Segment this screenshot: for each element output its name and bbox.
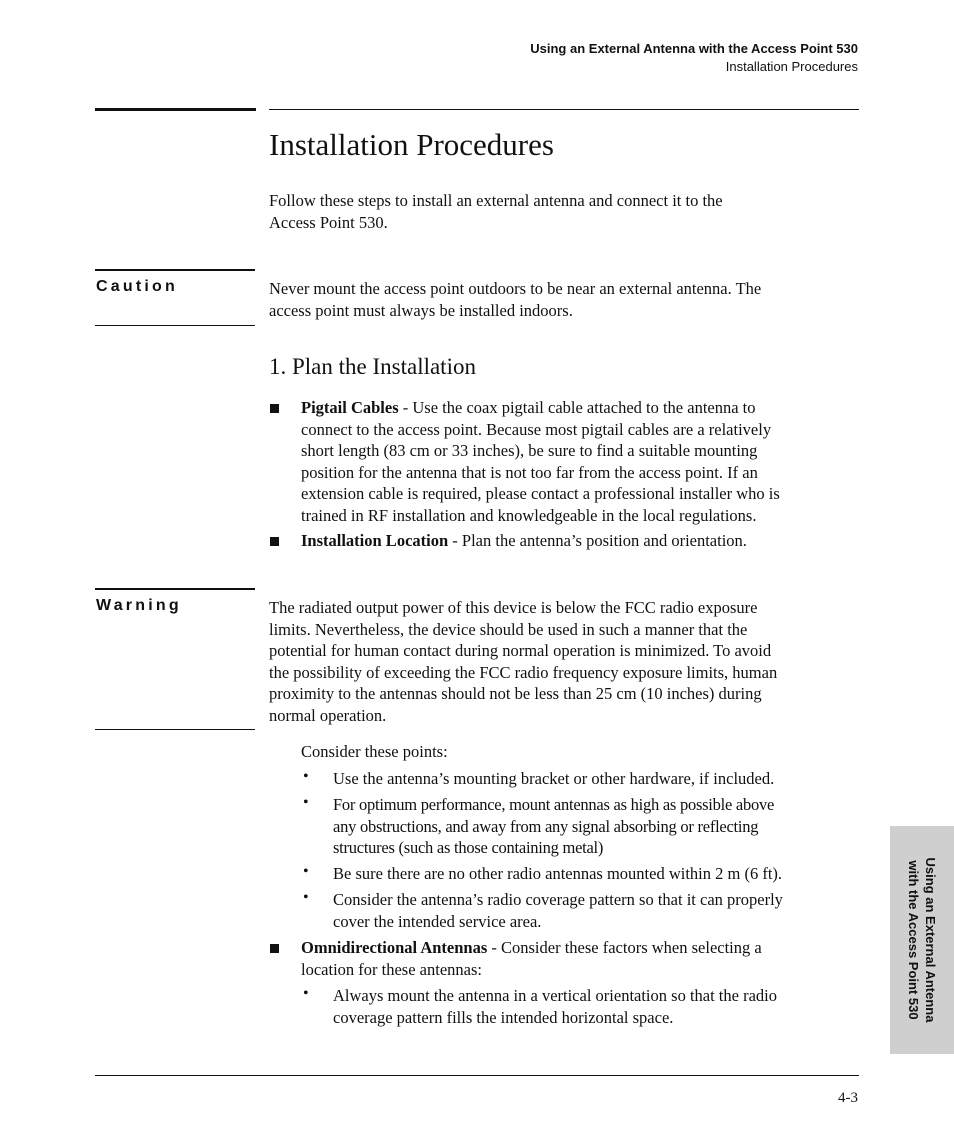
warning-line: limits. Nevertheless, the device should be used in such a manner that the (269, 619, 748, 639)
intro-line: Follow these steps to install an external antenna and connect it to the (269, 191, 723, 210)
running-header-title: Using an External Antenna with the Access Point 530 (530, 41, 858, 56)
consider-point (333, 768, 774, 790)
warning-line: normal operation. (269, 705, 387, 725)
intro-line: Access Point 530. (269, 212, 388, 232)
omnidirectional-line: location for these antennas: (301, 959, 482, 979)
pigtail-line: position for the antenna that is not too far from the access point. If an (301, 462, 758, 482)
square-bullet-icon (270, 404, 279, 413)
caution-line: access point must always be installed indoors. (269, 300, 573, 320)
warning-line: The radiated output power of this device is below the FCC radio exposure (269, 598, 758, 617)
consider-line: For optimum performance, mount antennas as high as possible above (333, 795, 775, 814)
consider-line: cover the intended service area. (333, 911, 542, 931)
omnidirectional-antennas-term: Omnidirectional Antennas (301, 938, 488, 957)
chapter-tab-line: with the Access Point 530 (906, 860, 921, 1020)
bullet-icon: • (303, 794, 309, 811)
caution-line: Never mount the access point outdoors to be near an external antenna. The (269, 279, 762, 298)
installation-location-text: - Plan the antenna’s position and orientation. (448, 531, 747, 550)
margin-rule-top (95, 108, 256, 111)
square-bullet-icon (270, 944, 279, 953)
caution-rule-top (95, 269, 255, 271)
consider-point (333, 794, 774, 859)
warning-label: Warning (96, 597, 182, 614)
caution-label: Caution (96, 278, 178, 295)
footer-rule (95, 1075, 859, 1076)
pigtail-line: connect to the access point. Because most pigtail cables are a relatively (301, 419, 772, 439)
consider-line: Use the antenna’s mounting bracket or other hardware, if included. (333, 769, 775, 788)
omnidirectional-first-line: - Consider these factors when selecting a (487, 938, 762, 957)
consider-intro: Consider these points: (301, 742, 448, 761)
consider-line: any obstructions, and away from any signal absorbing or reflecting (333, 816, 759, 836)
chapter-side-tab (890, 826, 954, 1054)
bullet-icon: • (303, 863, 309, 880)
installation-location-item (301, 530, 747, 552)
caution-text (269, 278, 761, 321)
warning-rule-bottom (95, 729, 255, 730)
page-number: 4-3 (838, 1090, 858, 1106)
consider-point (333, 863, 782, 885)
warning-line: proximity to the antennas should not be less than 25 cm (10 inches) during (269, 684, 762, 703)
pigtail-cables-term: Pigtail Cables (301, 398, 399, 417)
consider-point (333, 889, 783, 932)
installation-location-term: Installation Location (301, 531, 449, 550)
bullet-icon: • (303, 768, 309, 785)
bullet-icon: • (303, 889, 309, 906)
page-title: Installation Procedures (269, 127, 554, 162)
consider-line: Be sure there are no other radio antennas mounted within 2 m (6 ft). (333, 864, 783, 883)
caution-rule-bottom (95, 325, 255, 326)
consider-line: structures (such as those containing metal) (333, 838, 604, 857)
omnidirectional-antennas-item (301, 937, 762, 980)
body-rule-top (269, 109, 859, 110)
bullet-icon: • (303, 985, 309, 1002)
warning-line: potential for human contact during normal operation is minimized. To avoid (269, 641, 772, 660)
warning-line: the possibility of exceeding the FCC radio frequency exposure limits, human (269, 662, 778, 682)
warning-text (269, 597, 777, 726)
chapter-tab-line: Using an External Antenna (923, 857, 938, 1023)
intro-paragraph (269, 190, 723, 233)
pigtail-line: extension cable is required, please contact a professional installer who is (301, 484, 780, 503)
consider-line: Consider the antenna’s radio coverage pattern so that it can properly (333, 890, 783, 909)
square-bullet-icon (270, 537, 279, 546)
omni-line: Always mount the antenna in a vertical orientation so that the radio (333, 986, 777, 1005)
pigtail-cables-item (301, 397, 780, 526)
running-header-subtitle: Installation Procedures (725, 59, 858, 74)
pigtail-line: trained in RF installation and knowledgeable in the local regulations. (301, 505, 757, 525)
pigtail-cables-first-line: - Use the coax pigtail cable attached to the antenna to (398, 398, 756, 417)
omni-point (333, 985, 777, 1028)
omni-line: coverage pattern fills the intended horizontal space. (333, 1007, 674, 1027)
section-heading: 1. Plan the Installation (269, 354, 476, 379)
chapter-side-tab-text (905, 840, 939, 1040)
pigtail-line: short length (83 cm or 33 inches), be sure to find a suitable mounting (301, 441, 758, 460)
warning-rule-top (95, 588, 255, 590)
